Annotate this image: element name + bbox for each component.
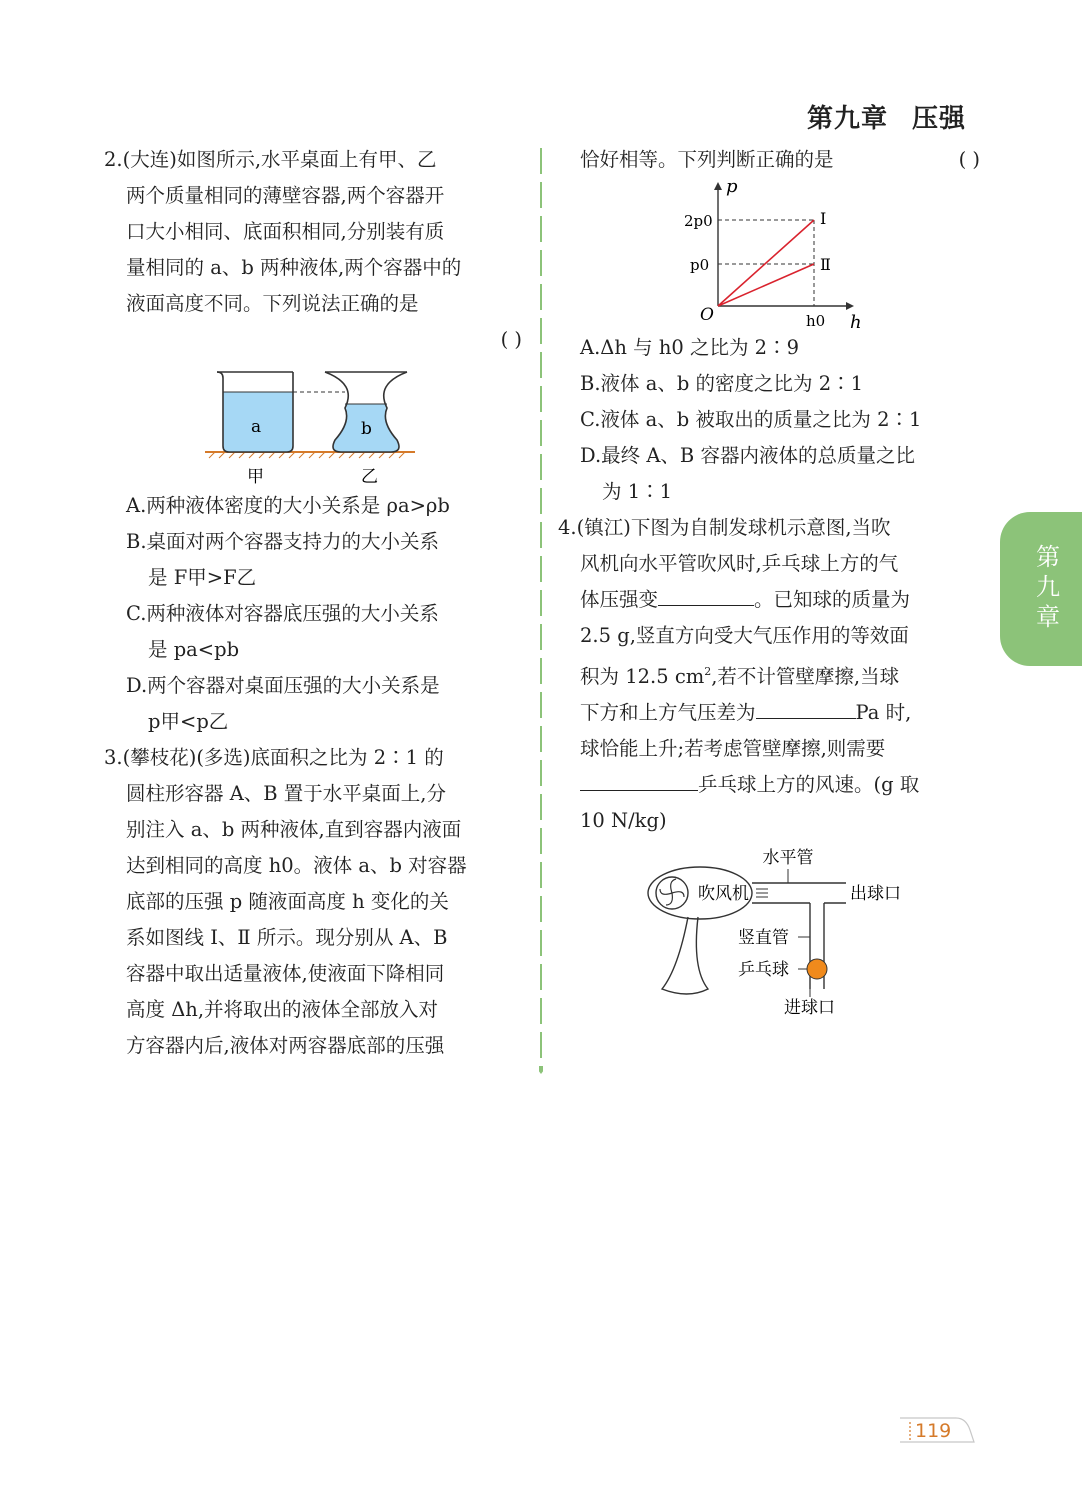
q4-line-5a: 积为 12.5 cm	[580, 665, 705, 688]
question-2	[104, 142, 526, 740]
line-2-label: Ⅱ	[820, 255, 831, 274]
q2-containers-figure	[195, 358, 435, 488]
column-divider	[539, 148, 543, 1074]
chapter-number: 第九章	[806, 104, 888, 134]
origin-label: O	[700, 305, 714, 325]
right-column	[558, 142, 980, 1019]
q4-line-1: 4.(镇江)下图为自制发球机示意图,当吹	[558, 516, 891, 539]
q4-line-6	[558, 695, 980, 731]
question-4	[558, 510, 980, 1019]
side-tab-char-2: 九	[1036, 573, 1060, 601]
q2-line-4: 量相同的 a、b 两种液体,两个容器中的	[126, 256, 462, 279]
tick-h0: h0	[806, 312, 826, 330]
q2-option-d: D.两个容器对桌面压强的大小关系是	[126, 674, 440, 697]
q3-line-4: 达到相同的高度 h0。液体 a、b 对容器	[126, 854, 467, 877]
y-axis-label: p	[726, 178, 738, 197]
q2-option-d-cont: p甲<p乙	[148, 710, 229, 733]
q4-line-6b: Pa 时,	[855, 701, 912, 724]
q4-blank-2[interactable]	[756, 696, 856, 719]
q3-line-5: 底部的压强 p 随液面高度 h 变化的关	[126, 890, 449, 913]
side-tab-char-1: 第	[1036, 543, 1060, 571]
q4-line-8	[558, 767, 980, 803]
q3-line-2: 圆柱形容器 A、B 置于水平桌面上,分	[126, 782, 447, 805]
q2-option-a: A.两种液体密度的大小关系是 ρa>ρb	[126, 494, 450, 517]
q4-line-3b: 。已知球的质量为	[754, 588, 911, 611]
q4-superscript: 2	[704, 665, 712, 678]
label-b: b	[361, 419, 372, 439]
left-column	[104, 142, 526, 1064]
q2-answer-paren: ( )	[500, 328, 522, 351]
q4-blank-3[interactable]	[580, 768, 698, 791]
q4-line-2: 风机向水平管吹风时,乒乓球上方的气	[580, 552, 899, 575]
label-outlet: 出球口	[850, 884, 901, 904]
q3-line-1: 3.(攀枝花)(多选)底面积之比为 2∶1 的	[104, 746, 444, 769]
line-1-label: Ⅰ	[820, 209, 827, 228]
q3-option-b: B.液体 a、b 的密度之比为 2∶1	[580, 372, 864, 395]
label-a: a	[251, 417, 262, 437]
q4-ball-launcher-figure	[628, 839, 928, 1019]
q2-line-5: 液面高度不同。下列说法正确的是	[126, 292, 419, 315]
page-number: 119	[915, 1420, 952, 1442]
q3-option-c: C.液体 a、b 被取出的质量之比为 2∶1	[580, 408, 922, 431]
q2-option-b: B.桌面对两个容器支持力的大小关系	[126, 530, 440, 553]
q4-line-7: 球恰能上升;若考虑管壁摩擦,则需要	[580, 737, 886, 760]
label-jia: 甲	[247, 467, 264, 487]
x-axis-label: h	[850, 312, 862, 330]
question-3	[104, 740, 526, 1064]
chapter-side-tab	[1000, 512, 1082, 666]
chapter-title: 压强	[911, 104, 966, 134]
q3-pressure-height-graph	[678, 178, 868, 330]
q4-line-4: 2.5 g,竖直方向受大气压作用的等效面	[580, 624, 909, 647]
q3-line-9: 方容器内后,液体对两容器底部的压强	[126, 1034, 445, 1057]
q3-answer-paren: ( )	[958, 148, 980, 171]
q2-option-c-cont: 是 pa<pb	[148, 638, 240, 661]
q3-option-a: A.Δh 与 h0 之比为 2∶9	[580, 336, 799, 359]
chapter-header	[807, 98, 966, 135]
q2-line-2: 两个质量相同的薄壁容器,两个容器开	[126, 184, 445, 207]
label-blower: 吹风机	[698, 884, 749, 904]
q2-line-3: 口大小相同、底面积相同,分别装有质	[126, 220, 445, 243]
q2-line-1: 2.(大连)如图所示,水平桌面上有甲、乙	[104, 148, 437, 171]
q4-line-3a: 体压强变	[580, 588, 659, 611]
label-yi: 乙	[361, 467, 378, 487]
q3-cont-text: 恰好相等。下列判断正确的是	[580, 148, 834, 171]
q3-option-d: D.最终 A、B 容器内液体的总质量之比	[580, 444, 915, 467]
q3-line-10	[558, 142, 980, 178]
q3-line-7: 容器中取出适量液体,使液面下降相同	[126, 962, 445, 985]
label-ball: 乒乓球	[738, 960, 789, 980]
tick-p0: p0	[690, 256, 710, 274]
q3-option-d-cont: 为 1∶1	[602, 480, 673, 503]
q2-option-b-cont: 是 F甲>F乙	[148, 566, 257, 589]
q4-line-6a: 下方和上方气压差为	[580, 701, 756, 724]
label-inlet: 进球口	[784, 998, 835, 1018]
side-tab-char-3: 章	[1036, 603, 1060, 631]
q3-line-6: 系如图线 Ⅰ、Ⅱ 所示。现分别从 A、B	[126, 926, 448, 949]
q3-line-3: 别注入 a、b 两种液体,直到容器内液面	[126, 818, 462, 841]
label-horizontal-pipe: 水平管	[762, 848, 814, 868]
q4-line-5b: ,若不计管壁摩擦,当球	[711, 665, 900, 688]
tick-2p0: 2p0	[684, 212, 713, 230]
q4-line-9: 10 N/kg)	[580, 809, 667, 832]
label-vertical-pipe: 竖直管	[738, 928, 789, 948]
q3-line-8: 高度 Δh,并将取出的液体全部放入对	[126, 998, 439, 1021]
q2-option-c: C.两种液体对容器底压强的大小关系	[126, 602, 439, 625]
q4-line-8b: 乒乓球上方的风速。(g 取	[698, 773, 920, 796]
q4-line-3	[558, 582, 980, 618]
q4-line-5	[558, 654, 980, 695]
q4-blank-1[interactable]	[658, 583, 754, 606]
